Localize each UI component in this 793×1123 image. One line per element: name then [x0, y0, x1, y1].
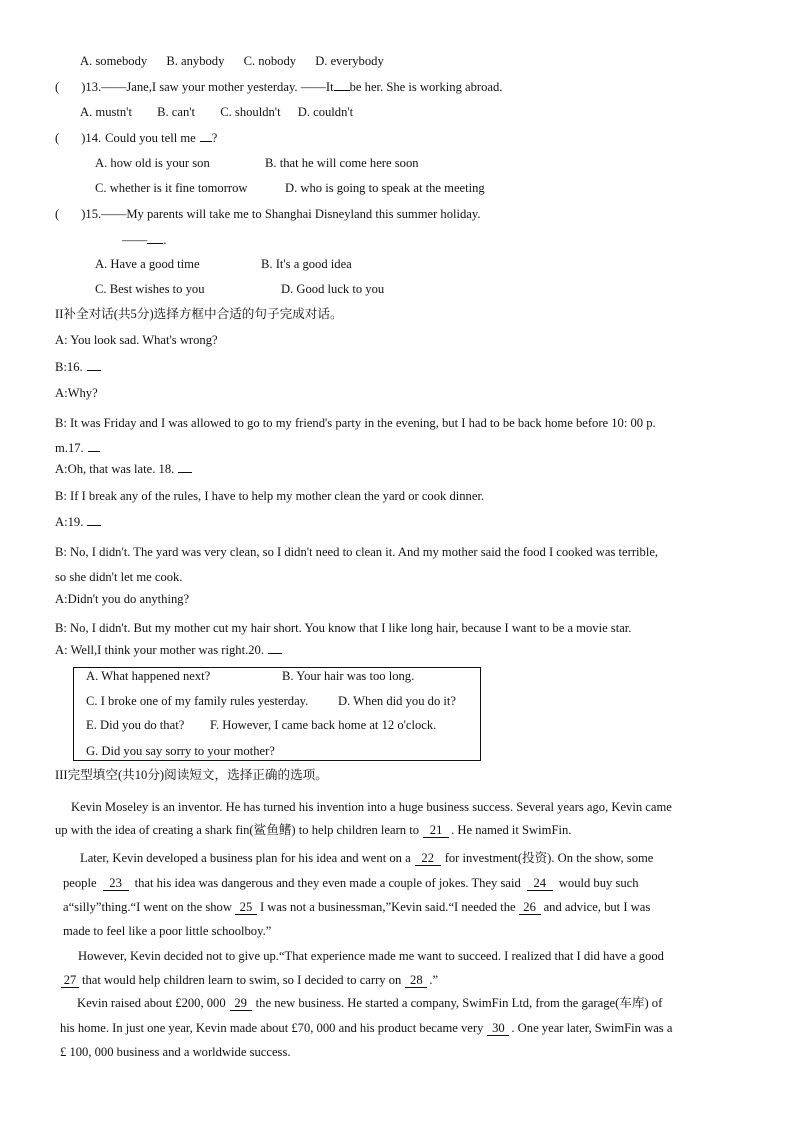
passage-line — [80, 850, 653, 866]
passage-text: .” — [429, 973, 439, 987]
q15-options-row2 — [95, 281, 384, 297]
dialogue-text: m.17. — [55, 441, 84, 455]
question-prompt: ——My parents will take me to Shanghai Disneyland this summer holiday. — [101, 207, 481, 221]
q14-options-row1 — [95, 155, 419, 171]
q12-option-c: C. nobody — [243, 54, 297, 68]
question-number: )15. — [81, 207, 102, 221]
answer-blank[interactable] — [334, 90, 350, 91]
q13-options — [80, 104, 353, 120]
dialogue-text: A:Oh, that was late. 18. — [55, 462, 175, 476]
passage-line: Kevin Moseley is an inventor. He has turned his invention into a huge business success. Several years ago, Kevin came — [71, 800, 672, 814]
q15-options-row1 — [95, 256, 352, 272]
q13-option-d: D. couldn't — [297, 105, 354, 119]
dialogue-line — [55, 642, 282, 658]
q15-option-a: A. Have a good time — [95, 257, 200, 271]
answer-blank-16[interactable] — [87, 370, 101, 371]
cloze-blank-27[interactable]: 27 — [61, 973, 79, 988]
passage-text: the new business. He started a company, SwimFin Ltd, from the garage(车库) of — [255, 996, 663, 1010]
answer-blank-17[interactable] — [88, 451, 100, 452]
cloze-blank-25[interactable]: 25 — [235, 900, 257, 915]
cloze-blank-29[interactable]: 29 — [230, 996, 252, 1011]
answer-paren-open: ( — [55, 131, 60, 145]
dialogue-line — [55, 440, 100, 456]
section-3-heading: III完型填空(共10分)阅读短文，选择正确的选项。 — [55, 768, 328, 782]
box-option-g: G. Did you say sorry to your mother? — [86, 744, 275, 758]
question-prompt-end: ? — [211, 131, 218, 145]
dialogue-line: B: No, I didn't. But my mother cut my hair short. You know that I like long hair, because I want to be a movie star. — [55, 621, 632, 635]
dialogue-line: A:Why? — [55, 386, 98, 400]
dialogue-line: A:Didn't you do anything? — [55, 592, 190, 606]
passage-line — [60, 1020, 672, 1036]
passage-text: that his idea was dangerous and they even made a couple of jokes. They said — [134, 876, 521, 890]
q13-option-b: B. can't — [157, 105, 196, 119]
box-option-c: C. I broke one of my family rules yesterday. — [86, 694, 309, 708]
dialogue-line: B: No, I didn't. The yard was very clean, so I didn't need to clean it. And my mother said the food I cooked was terrible, — [55, 545, 659, 559]
cloze-blank-23[interactable]: 23 — [103, 876, 129, 891]
section-2-heading: II补全对话(共5分)选择方框中合适的句子完成对话。 — [55, 307, 343, 321]
answer-paren-open: ( — [55, 207, 60, 221]
question-number: )13. — [81, 80, 102, 94]
passage-line — [63, 875, 639, 891]
passage-text: that would help children learn to swim, so I decided to carry on — [82, 973, 402, 987]
q14-option-c: C. whether is it fine tomorrow — [95, 181, 248, 195]
cloze-blank-22[interactable]: 22 — [415, 851, 441, 866]
q14-option-a: A. how old is your son — [95, 156, 210, 170]
dialogue-line — [55, 359, 101, 375]
passage-line — [61, 972, 438, 988]
question-15 — [55, 206, 481, 222]
q15-reply — [122, 232, 166, 248]
question-13 — [55, 79, 502, 95]
q14-options-row2 — [95, 180, 485, 196]
dialogue-line: B: If I break any of the rules, I have to help my mother clean the yard or cook dinner. — [55, 489, 485, 503]
passage-line — [63, 899, 650, 915]
dialogue-line: so she didn't let me cook. — [55, 570, 183, 584]
box-option-a: A. What happened next? — [86, 669, 211, 683]
q12-option-d: D. everybody — [315, 54, 384, 68]
question-14 — [55, 130, 217, 146]
answer-blank-19[interactable] — [87, 525, 101, 526]
q12-option-a: A. somebody — [80, 54, 148, 68]
passage-text: for investment(投资). On the show, some — [444, 851, 654, 865]
passage-text: his home. In just one year, Kevin made about £70, 000 and his product became very — [60, 1021, 484, 1035]
passage-text: a“silly”thing.“I went on the show — [63, 900, 232, 914]
question-prompt: Could you tell me — [105, 131, 196, 145]
passage-text: Later, Kevin developed a business plan for his idea and went on a — [80, 851, 411, 865]
passage-line — [77, 995, 662, 1011]
box-row-3 — [86, 717, 436, 733]
q15-option-b: B. It's a good idea — [261, 257, 352, 271]
box-option-d: D. When did you do it? — [338, 694, 456, 708]
q12-options — [80, 53, 384, 69]
q14-option-b: B. that he will come here soon — [265, 156, 419, 170]
cloze-blank-21[interactable]: 21 — [423, 823, 449, 838]
reply-end: . — [163, 233, 167, 247]
passage-text: would buy such — [558, 876, 639, 890]
reply-dash: —— — [122, 233, 148, 247]
passage-text: . One year later, SwimFin was a — [511, 1021, 673, 1035]
question-prompt: ——Jane,I saw your mother yesterday. ——It — [101, 80, 334, 94]
box-row-2 — [86, 693, 456, 709]
dialogue-text: A:19. — [55, 515, 84, 529]
question-prompt-end: be her. She is working abroad. — [349, 80, 503, 94]
question-number: )14. — [81, 131, 102, 145]
cloze-blank-24[interactable]: 24 — [527, 876, 553, 891]
answer-blank-20[interactable] — [268, 653, 282, 654]
dialogue-line — [55, 461, 192, 477]
passage-text: and advice, but I was — [543, 900, 651, 914]
box-option-f: F. However, I came back home at 12 o'clock. — [210, 718, 437, 732]
dialogue-line — [55, 514, 101, 530]
box-option-e: E. Did you do that? — [86, 718, 185, 732]
q14-option-d: D. who is going to speak at the meeting — [285, 181, 485, 195]
cloze-blank-26[interactable]: 26 — [519, 900, 541, 915]
passage-text: I was not a businessman,”Kevin said.“I needed the — [259, 900, 516, 914]
passage-line — [55, 822, 571, 838]
dialogue-text: A: Well,I think your mother was right.20. — [55, 643, 264, 657]
passage-text: . He named it SwimFin. — [451, 823, 572, 837]
q13-option-a: A. mustn't — [80, 105, 132, 119]
passage-line: However, Kevin decided not to give up.“That experience made me want to succeed. I realized that I did have a good — [78, 949, 664, 963]
passage-text: up with the idea of creating a shark fin(鲨鱼鳍) to help children learn to — [55, 823, 420, 837]
q13-option-c: C. shouldn't — [220, 105, 281, 119]
q12-option-b: B. anybody — [166, 54, 225, 68]
passage-text: people — [63, 876, 97, 890]
box-row-1 — [86, 668, 414, 684]
passage-line: made to feel like a poor little schoolboy.” — [63, 924, 272, 938]
q15-option-d: D. Good luck to you — [281, 282, 385, 296]
passage-text: Kevin raised about £200, 000 — [77, 996, 226, 1010]
dialogue-text: B:16. — [55, 360, 83, 374]
answer-blank[interactable] — [147, 243, 163, 244]
dialogue-line: A: You look sad. What's wrong? — [55, 333, 218, 347]
answer-paren-open: ( — [55, 80, 60, 94]
answer-blank-18[interactable] — [178, 472, 192, 473]
box-row-4 — [86, 743, 275, 759]
q15-option-c: C. Best wishes to you — [95, 282, 205, 296]
answer-blank[interactable] — [200, 141, 212, 142]
cloze-blank-28[interactable]: 28 — [405, 973, 427, 988]
passage-line: £ 100, 000 business and a worldwide success. — [60, 1045, 291, 1059]
cloze-blank-30[interactable]: 30 — [487, 1021, 509, 1036]
dialogue-line: B: It was Friday and I was allowed to go to my friend's party in the evening, but I had to be back home before 10: 00 p. — [55, 416, 656, 430]
box-option-b: B. Your hair was too long. — [282, 669, 415, 683]
